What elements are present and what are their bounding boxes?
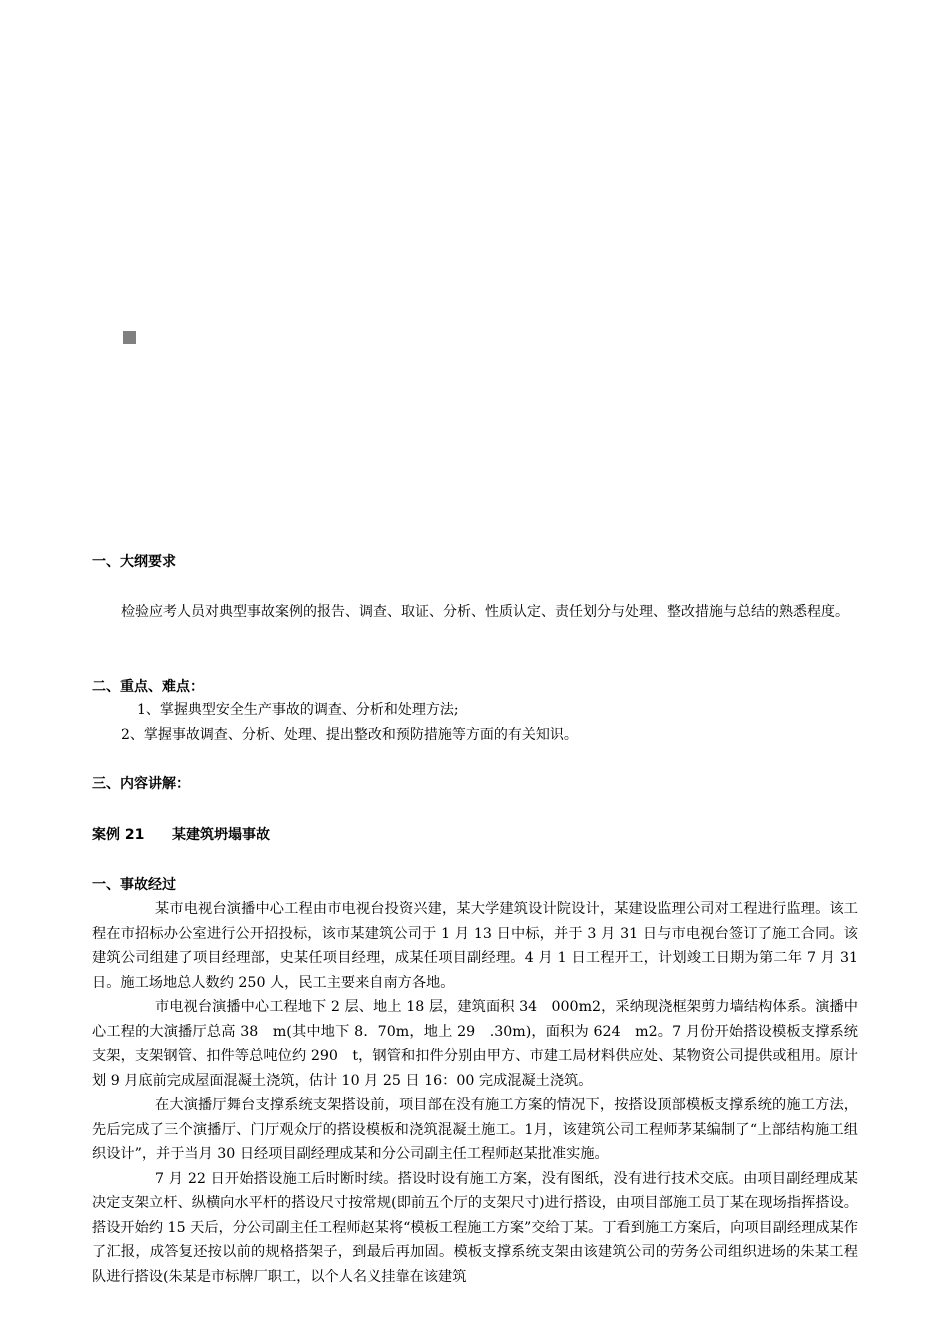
accident-body [92, 897, 858, 1289]
case-number: 案例 21 [92, 827, 145, 843]
syllabus-text: 检验应考人员对典型事故案例的报告、调查、取证、分析、性质认定、责任划分与处理、整改措施与总结的熟悉程度。 [121, 604, 849, 620]
accident-paragraph: 在大演播厅舞台支撑系统支架搭设前，项目部在没有施工方案的情况下，按搭设顶部模板支撑系统的施工方法，先后完成了三个演播厅、门厅观众厅的搭设模板和浇筑混凝土施工。1月，该建筑公司工程师茅某编制了“上部结构施工组织设计”，并于当月 30 日经项目副经理成某和分公司副主任工程师赵某批准实施。 [92, 1097, 858, 1162]
accident-paragraph: 7 月 22 日开始搭设施工后时断时续。搭设时设有施工方案，没有图纸，没有进行技术交底。由项目副经理成某决定支架立杆、纵横向水平杆的搭设尺寸按常规(即前五个厅的支架尺寸)进行搭设，由项目部施工员丁某在现场指挥搭设。搭设开始约 15 天后，分公司副主任工程师赵某将“模板工程施工方案”交给丁某。丁看到施工方案后，向项目副经理成某作了汇报，成答复还按以前的规格搭架子，到最后再加固。模板支撑系统支架由该建筑公司的劳务公司组织进场的朱某工程队进行搭设(朱某是市标牌厂职工，以个人名义挂靠在该建筑 [92, 1170, 858, 1285]
accident-paragraph: 市电视台演播中心工程地下 2 层、地上 18 层，建筑面积 34 000m2，采纳现浇框架剪力墙结构体系。演播中心工程的大演播厅总高 38 m(其中地下 8．70m，地上 29 .30m)，面积为 624 m2。7 月份开始搭设模板支撑系统支架，支架钢管、扣件等总吨位约 290 t，钢管和扣件分别由甲方、市建工局材料供应处、某物资公司提供或租用。原计划 9 月底前完成屋面混凝土浇筑，估计 10 月 25 日 16：00 完成混凝土浇筑。 [92, 999, 858, 1089]
section-heading-key-points: 二、重点、难点： [92, 679, 204, 695]
key-point-item-1: 1、掌握典型安全生产事故的调查、分析和处理方法; [137, 702, 459, 718]
section-heading-content: 三、内容讲解： [92, 776, 190, 792]
section-heading-accident: 一、事故经过 [92, 877, 176, 893]
case-name: 某建筑坍塌事故 [172, 827, 270, 843]
accident-paragraph: 某市电视台演播中心工程由市电视台投资兴建，某大学建筑设计院设计，某建设监理公司对工程进行监理。该工程在市招标办公室进行公开招投标，该市某建筑公司于 1 月 13 日中标，并于 3 月 31 日与市电视台签订了施工合同。该建筑公司组建了项目经理部，史某任项目经理，成某任项目副经理。4 月 1 日工程开工，计划竣工日期为第二年 7 月 31 日。施工场地总人数约 250 人，民工主要来自南方各地。 [92, 901, 858, 991]
key-point-item-2: 2、掌握事故调查、分析、处理、提出整改和预防措施等方面的有关知识。 [121, 727, 578, 743]
section-heading-syllabus: 一、大纲要求 [92, 554, 176, 570]
case-title [92, 826, 270, 844]
square-bullet-icon [123, 331, 136, 344]
